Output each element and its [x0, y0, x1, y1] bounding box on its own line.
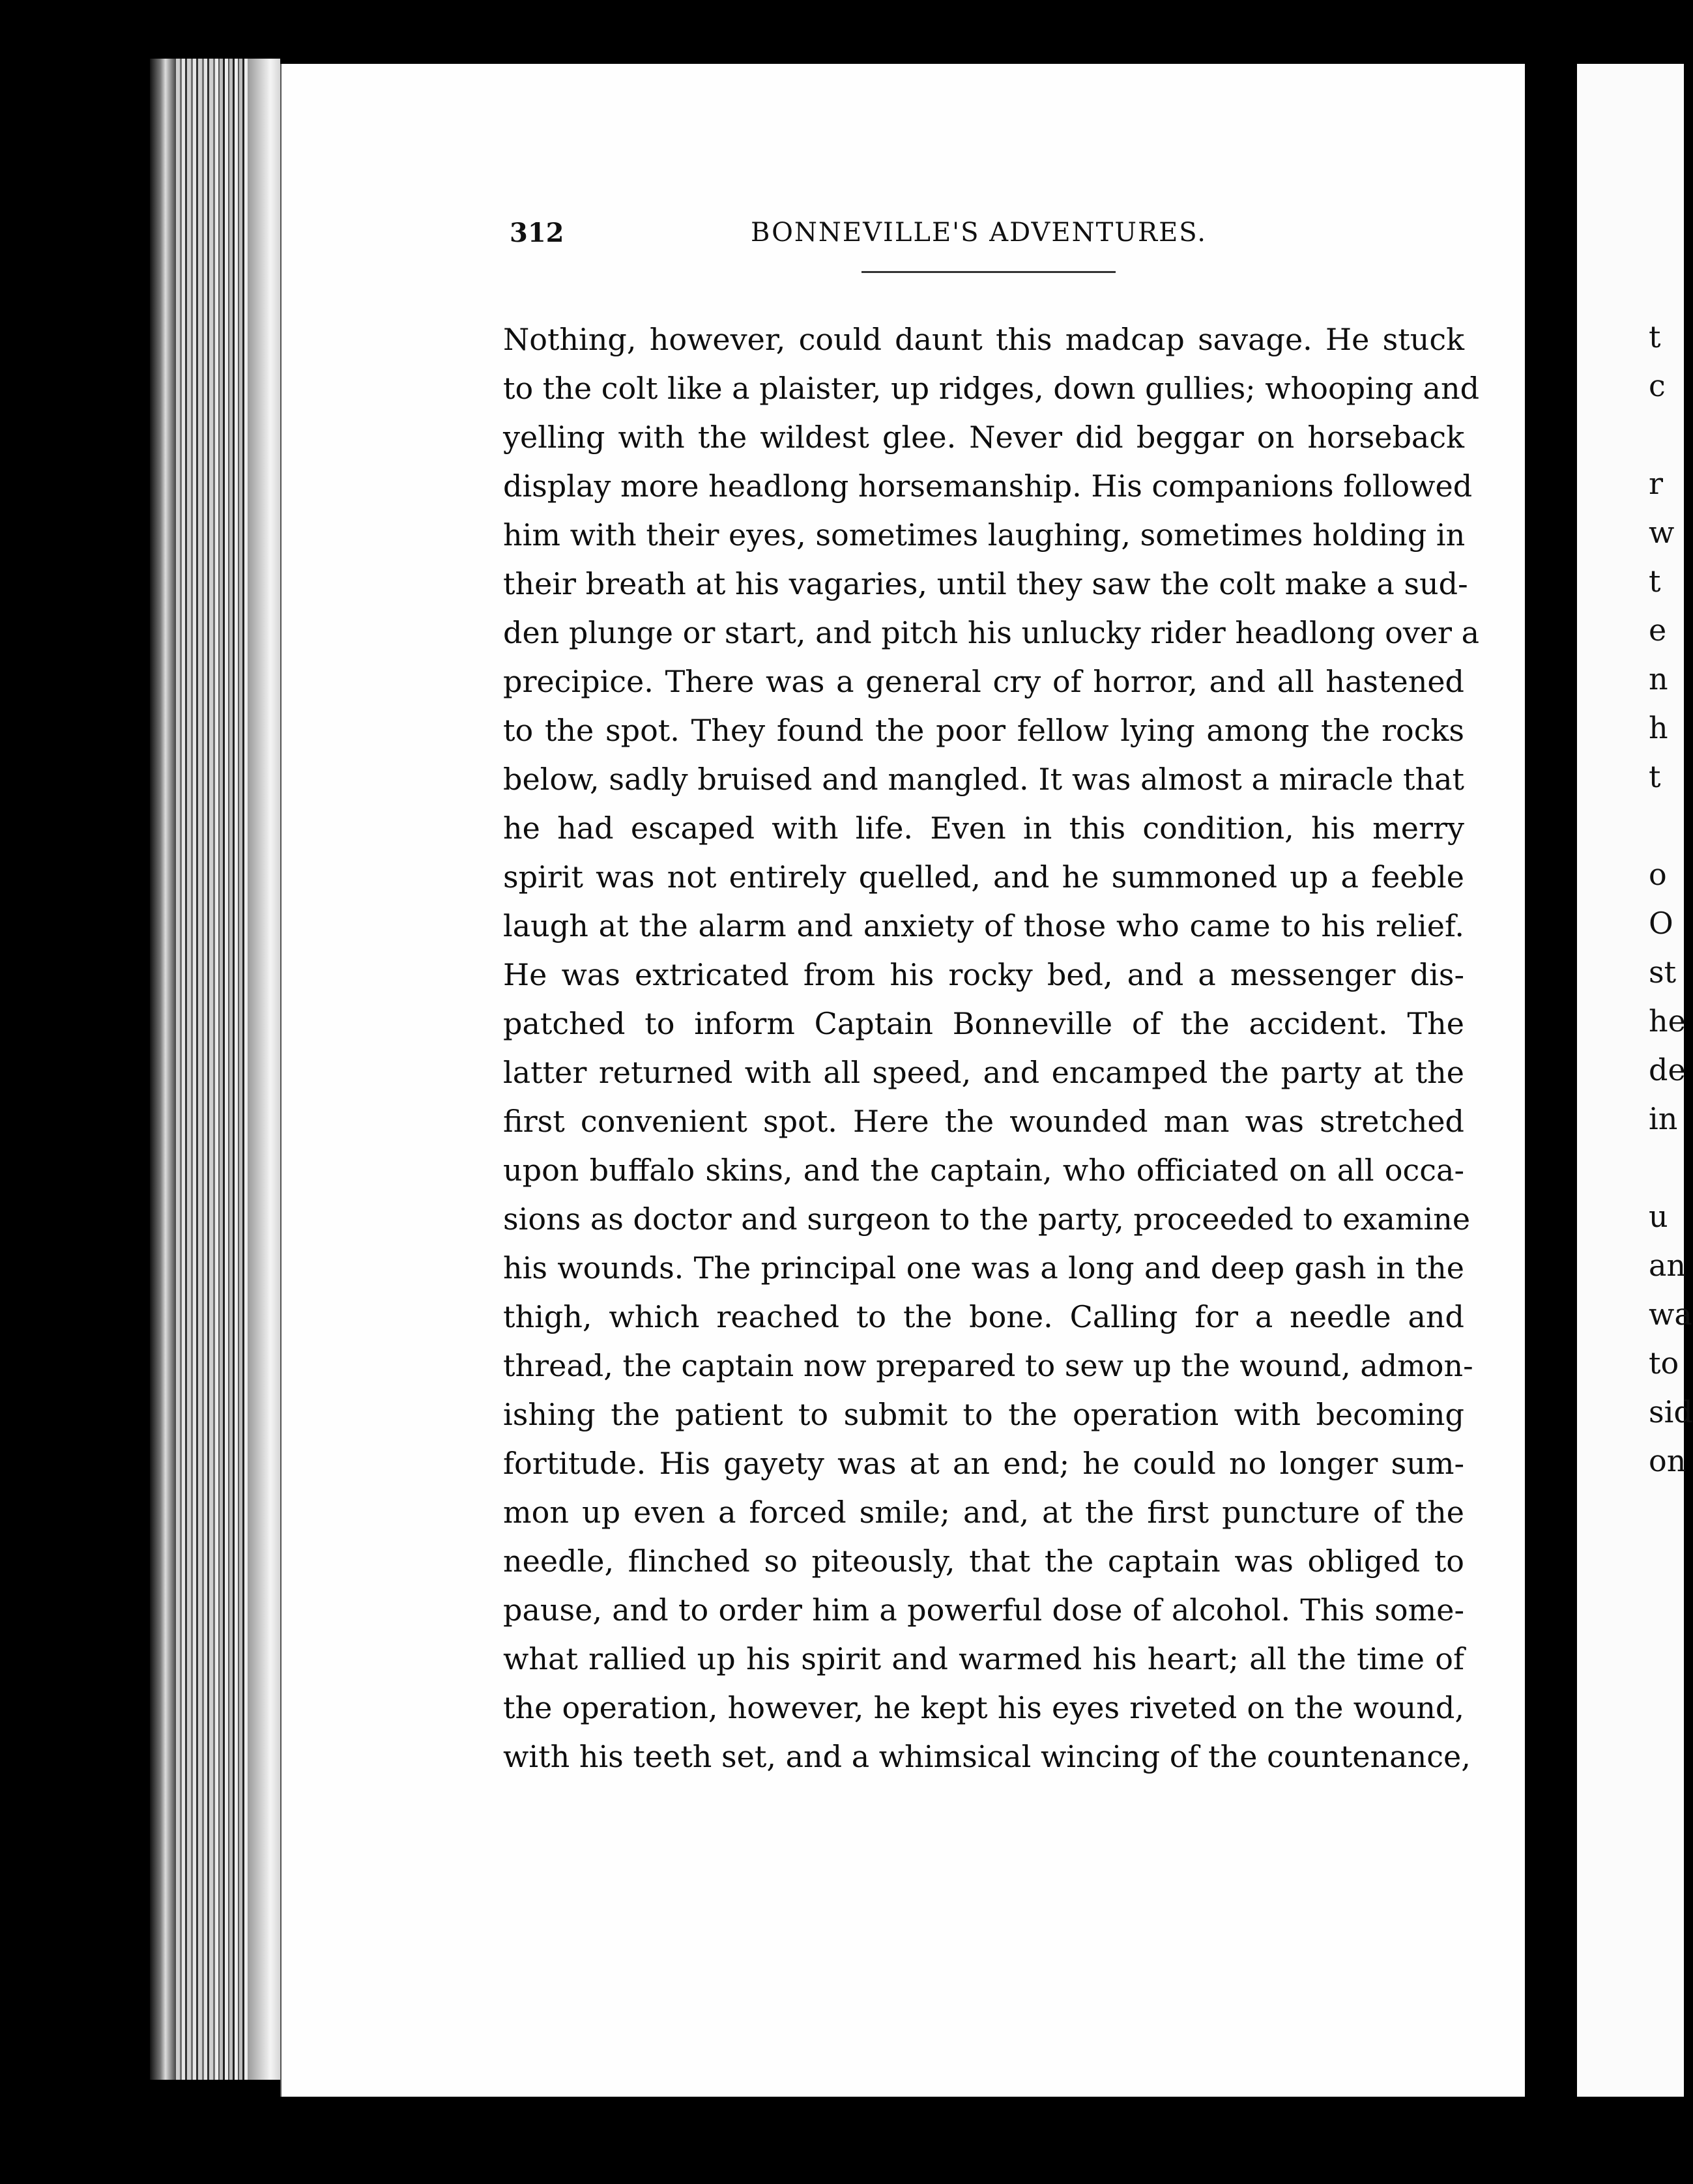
facing-page-fragment — [1649, 1143, 1684, 1192]
text-line: with his teeth set, and a whimsical wincing of the countenance, — [503, 1739, 1471, 1774]
text-line: sions as doctor and surgeon to the party, proceeded to examine — [503, 1201, 1471, 1237]
book-binding — [0, 0, 280, 2184]
text-line: precipice. There was a general cry of horror, and all hastened — [503, 664, 1464, 699]
running-title: BONNEVILLE'S ADVENTURES. — [751, 218, 1207, 248]
text-line: his wounds. The principal one was a long and deep gash in the — [503, 1250, 1464, 1286]
text-line: Nothing, however, could daunt this madcap savage. He stuck — [503, 322, 1464, 357]
text-line: below, sadly bruised and mangled. It was almost a miracle that — [503, 762, 1464, 797]
facing-page-fragment: h — [1649, 710, 1668, 745]
text-line: him with their eyes, sometimes laughing, sometimes holding in — [503, 517, 1466, 553]
text-line: the operation, however, he kept his eyes riveted on the wound, — [503, 1690, 1464, 1725]
running-head — [510, 218, 1526, 270]
text-line: their breath at his vagaries, until they saw the colt make a sud- — [503, 566, 1468, 601]
facing-page-fragment: t — [1649, 564, 1661, 599]
page-number: 312 — [510, 218, 564, 248]
facing-page-fragment: to — [1649, 1345, 1679, 1381]
text-line: He was extricated from his rocky bed, and a messenger dis- — [503, 957, 1464, 992]
facing-page-fragment: sid — [1649, 1394, 1693, 1430]
facing-page-fragment: an — [1649, 1248, 1686, 1283]
facing-page-fragment: w — [1649, 515, 1675, 550]
text-line: display more headlong horsemanship. His companions followed — [503, 468, 1473, 504]
facing-page-fragment: n — [1649, 661, 1668, 697]
text-line: patched to inform Captain Bonneville of the accident. The — [503, 1006, 1464, 1041]
facing-page-fragment: de — [1649, 1052, 1686, 1087]
facing-page-fragment: t — [1649, 319, 1661, 354]
page-edge — [150, 59, 176, 2080]
text-line: what rallied up his spirit and warmed his heart; all the time of — [503, 1641, 1464, 1676]
text-line: he had escaped with life. Even in this condition, his merry — [503, 811, 1464, 846]
text-line: den plunge or start, and pitch his unlucky rider headlong over a — [503, 615, 1480, 650]
page-edge — [215, 59, 248, 2080]
text-line: laugh at the alarm and anxiety of those who came to his relief. — [503, 908, 1464, 943]
text-line: ishing the patient to submit to the operation with becoming — [503, 1397, 1464, 1432]
text-line: fortitude. His gayety was at an end; he could no longer sum- — [503, 1446, 1464, 1481]
text-line: upon buffalo skins, and the captain, who officiated on all occa- — [503, 1153, 1464, 1188]
text-line: latter returned with all speed, and encamped the party at the — [503, 1055, 1464, 1090]
facing-page-fragment: c — [1649, 368, 1666, 403]
page-edge — [176, 59, 215, 2080]
header-rule — [861, 271, 1116, 273]
body-text — [503, 315, 1480, 1781]
text-line: spirit was not entirely quelled, and he summoned up a feeble — [503, 859, 1464, 895]
facing-page-fragment: O — [1649, 906, 1673, 941]
text-line: thigh, which reached to the bone. Calling for a needle and — [503, 1299, 1464, 1334]
text-line: to the colt like a plaister, up ridges, down gullies; whooping and — [503, 371, 1480, 406]
facing-page-fragment: on — [1649, 1443, 1686, 1478]
gutter — [1525, 0, 1577, 2184]
facing-page-text — [1649, 313, 1693, 1486]
text-line: to the spot. They found the poor fellow lying among the rocks — [503, 713, 1464, 748]
facing-page-fragment: o — [1649, 857, 1667, 892]
text-line: yelling with the wildest glee. Never did beggar on horseback — [503, 420, 1464, 455]
text-line: needle, flinched so piteously, that the captain was obliged to — [503, 1544, 1464, 1579]
facing-page-fragment: u — [1649, 1199, 1668, 1234]
facing-page-fragment: he — [1649, 1003, 1686, 1039]
facing-page-fragment: r — [1649, 466, 1663, 501]
facing-page-fragment — [1649, 410, 1684, 459]
facing-page-fragment: in — [1649, 1101, 1678, 1136]
text-line: first convenient spot. Here the wounded man was stretched — [503, 1104, 1464, 1139]
book-page — [280, 64, 1526, 2097]
page-edge — [248, 59, 280, 2080]
facing-page-fragment: st — [1649, 955, 1677, 990]
facing-page-fragment: wa — [1649, 1297, 1692, 1332]
facing-page-fragment: e — [1649, 612, 1667, 648]
text-line: mon up even a forced smile; and, at the first puncture of the — [503, 1495, 1464, 1530]
text-line: pause, and to order him a powerful dose of alcohol. This some- — [503, 1592, 1464, 1628]
facing-page-fragment: t — [1649, 759, 1661, 794]
facing-page-fragment — [1649, 801, 1684, 850]
text-line: thread, the captain now prepared to sew up the wound, admon- — [503, 1348, 1473, 1383]
